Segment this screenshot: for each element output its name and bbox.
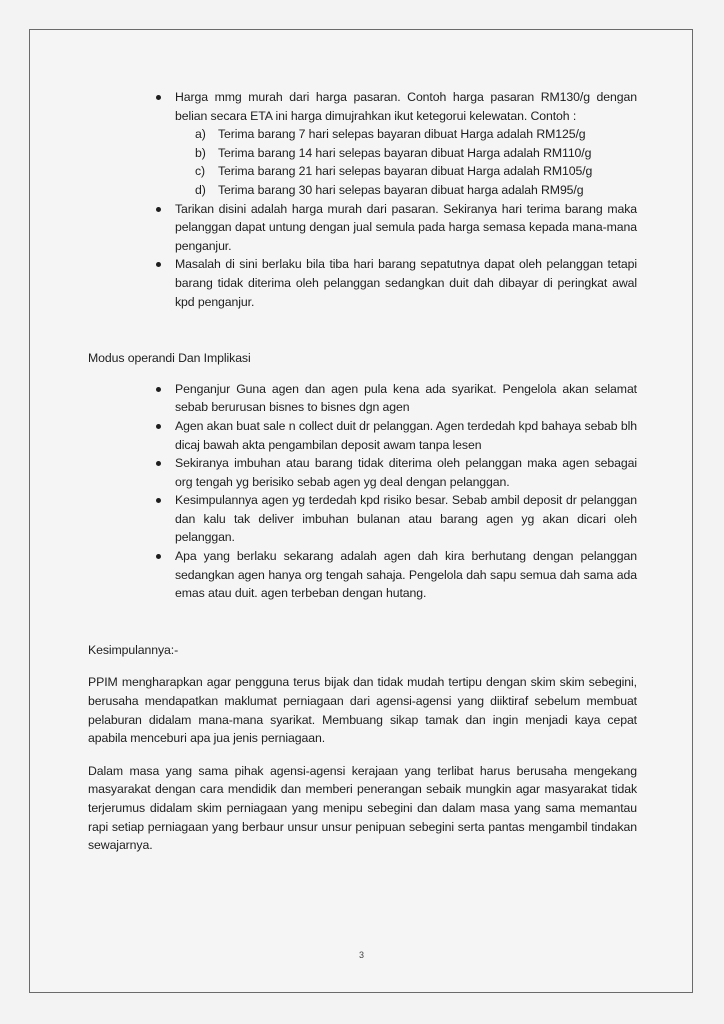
bullet-text: Kesimpulannya agen yg terdedah kpd risiko besar. Sebab ambil deposit dr pelanggan dan kalu tak deliver imbuhan bulanan atau barang agen yg akan dicari oleh pelanggan. bbox=[175, 493, 637, 545]
section-heading-modus-operandi: Modus operandi Dan Implikasi bbox=[88, 351, 251, 366]
section-heading-conclusion: Kesimpulannya:- bbox=[88, 642, 179, 657]
bullet-icon bbox=[156, 461, 161, 466]
list-item bbox=[195, 144, 637, 163]
bullet-icon bbox=[156, 498, 161, 503]
list-item bbox=[175, 491, 637, 547]
list-item bbox=[175, 454, 637, 491]
list-item bbox=[175, 380, 637, 417]
list-item-text: Terima barang 7 hari selepas bayaran dibuat Harga adalah RM125/g bbox=[218, 127, 586, 142]
page-number: 3 bbox=[359, 950, 365, 960]
bullet-icon bbox=[156, 207, 161, 212]
list-item bbox=[195, 125, 637, 144]
bullet-icon bbox=[156, 424, 161, 429]
list-marker: b) bbox=[195, 145, 206, 160]
list-item bbox=[175, 255, 637, 311]
conclusion-paragraph: PPIM mengharapkan agar pengguna terus bijak dan tidak mudah tertipu dengan skim skim sebegini, berusaha mendapatkan maklumat perniagaan dari agensi-agensi yang diiktiraf sebelum membuat pelaburan didalam mana-mana syarikat. Membuang sikap tamak dan ingin menjadi kaya cepat apabila menceburi apa jua jenis perniagaan. bbox=[88, 675, 637, 746]
list-marker: c) bbox=[195, 164, 206, 179]
list-marker: a) bbox=[195, 127, 206, 142]
list-item bbox=[195, 162, 637, 181]
bullet-text: Agen akan buat sale n collect duit dr pelanggan. Agen terdedah kpd bahaya sebab blh dicaj bawah akta pengambilan deposit awam tanpa lesen bbox=[175, 418, 637, 452]
bullet-text: Masalah di sini berlaku bila tiba hari barang sepatutnya dapat oleh pelanggan tetapi barang tidak diterima oleh pelanggan sedangkan duit dah dibayar di peringkat awal kpd penganjur. bbox=[175, 257, 637, 309]
list-item bbox=[195, 181, 637, 200]
bullet-text: Apa yang berlaku sekarang adalah agen dah kira berhutang dengan pelanggan sedangkan agen hanya org tengah sahaja. Pengelola dah sapu semua dah sama ada emas atau duit. agen terbeban dengan hutang. bbox=[175, 549, 637, 601]
bullet-icon bbox=[156, 262, 161, 267]
bullet-text: Penganjur Guna agen dan agen pula kena ada syarikat. Pengelola akan selamat sebab berurusan bisnes to bisnes dgn agen bbox=[175, 381, 637, 415]
list-item bbox=[175, 88, 637, 200]
bullet-text: Sekiranya imbuhan atau barang tidak diterima oleh pelanggan maka agen sebagai org tengah yg berisiko sebab agen yg deal dengan pelanggan. bbox=[175, 456, 637, 489]
list-item bbox=[175, 417, 637, 454]
bullet-text: Tarikan disini adalah harga murah dari pasaran. Sekiranya hari terima barang maka pelanggan dapat untung dengan jual semula pada harga semasa kepada mana-mana penganjur. bbox=[175, 201, 637, 253]
list-item bbox=[175, 200, 637, 256]
bullet-icon bbox=[156, 554, 161, 559]
pricing-bullet-list bbox=[88, 88, 637, 311]
bullet-icon bbox=[156, 387, 161, 392]
bullet-text: Harga mmg murah dari harga pasaran. Contoh harga pasaran RM130/g dengan belian secara ETA ini harga dimujrahkan ikut ketegorui kelewatan. Contoh : bbox=[175, 90, 637, 123]
list-marker: d) bbox=[195, 182, 206, 197]
list-item bbox=[175, 547, 637, 603]
modus-operandi-bullet-list bbox=[88, 380, 637, 603]
bullet-icon bbox=[156, 95, 161, 100]
list-item-text: Terima barang 30 hari selepas bayaran dibuat harga adalah RM95/g bbox=[218, 182, 584, 197]
document-body bbox=[88, 88, 637, 855]
conclusion-paragraph: Dalam masa yang sama pihak agensi-agensi kerajaan yang terlibat harus berusaha mengekang masyarakat dengan cara mendidik dan memberi penerangan sebaik mungkin agar masyarakat tidak terjerumus didalam skim perniagaan yang menipu sebegini dan dalam masa yang sama memantau rapi setiap perniagaan yang berbaur unsur unsur penipuan sebegini serta pantas mengambil tindakan sewajarnya. bbox=[88, 763, 637, 853]
list-item-text: Terima barang 21 hari selepas bayaran dibuat Harga adalah RM105/g bbox=[218, 164, 593, 179]
list-item-text: Terima barang 14 hari selepas bayaran dibuat Harga adalah RM110/g bbox=[218, 145, 592, 160]
price-tier-list bbox=[175, 125, 637, 199]
